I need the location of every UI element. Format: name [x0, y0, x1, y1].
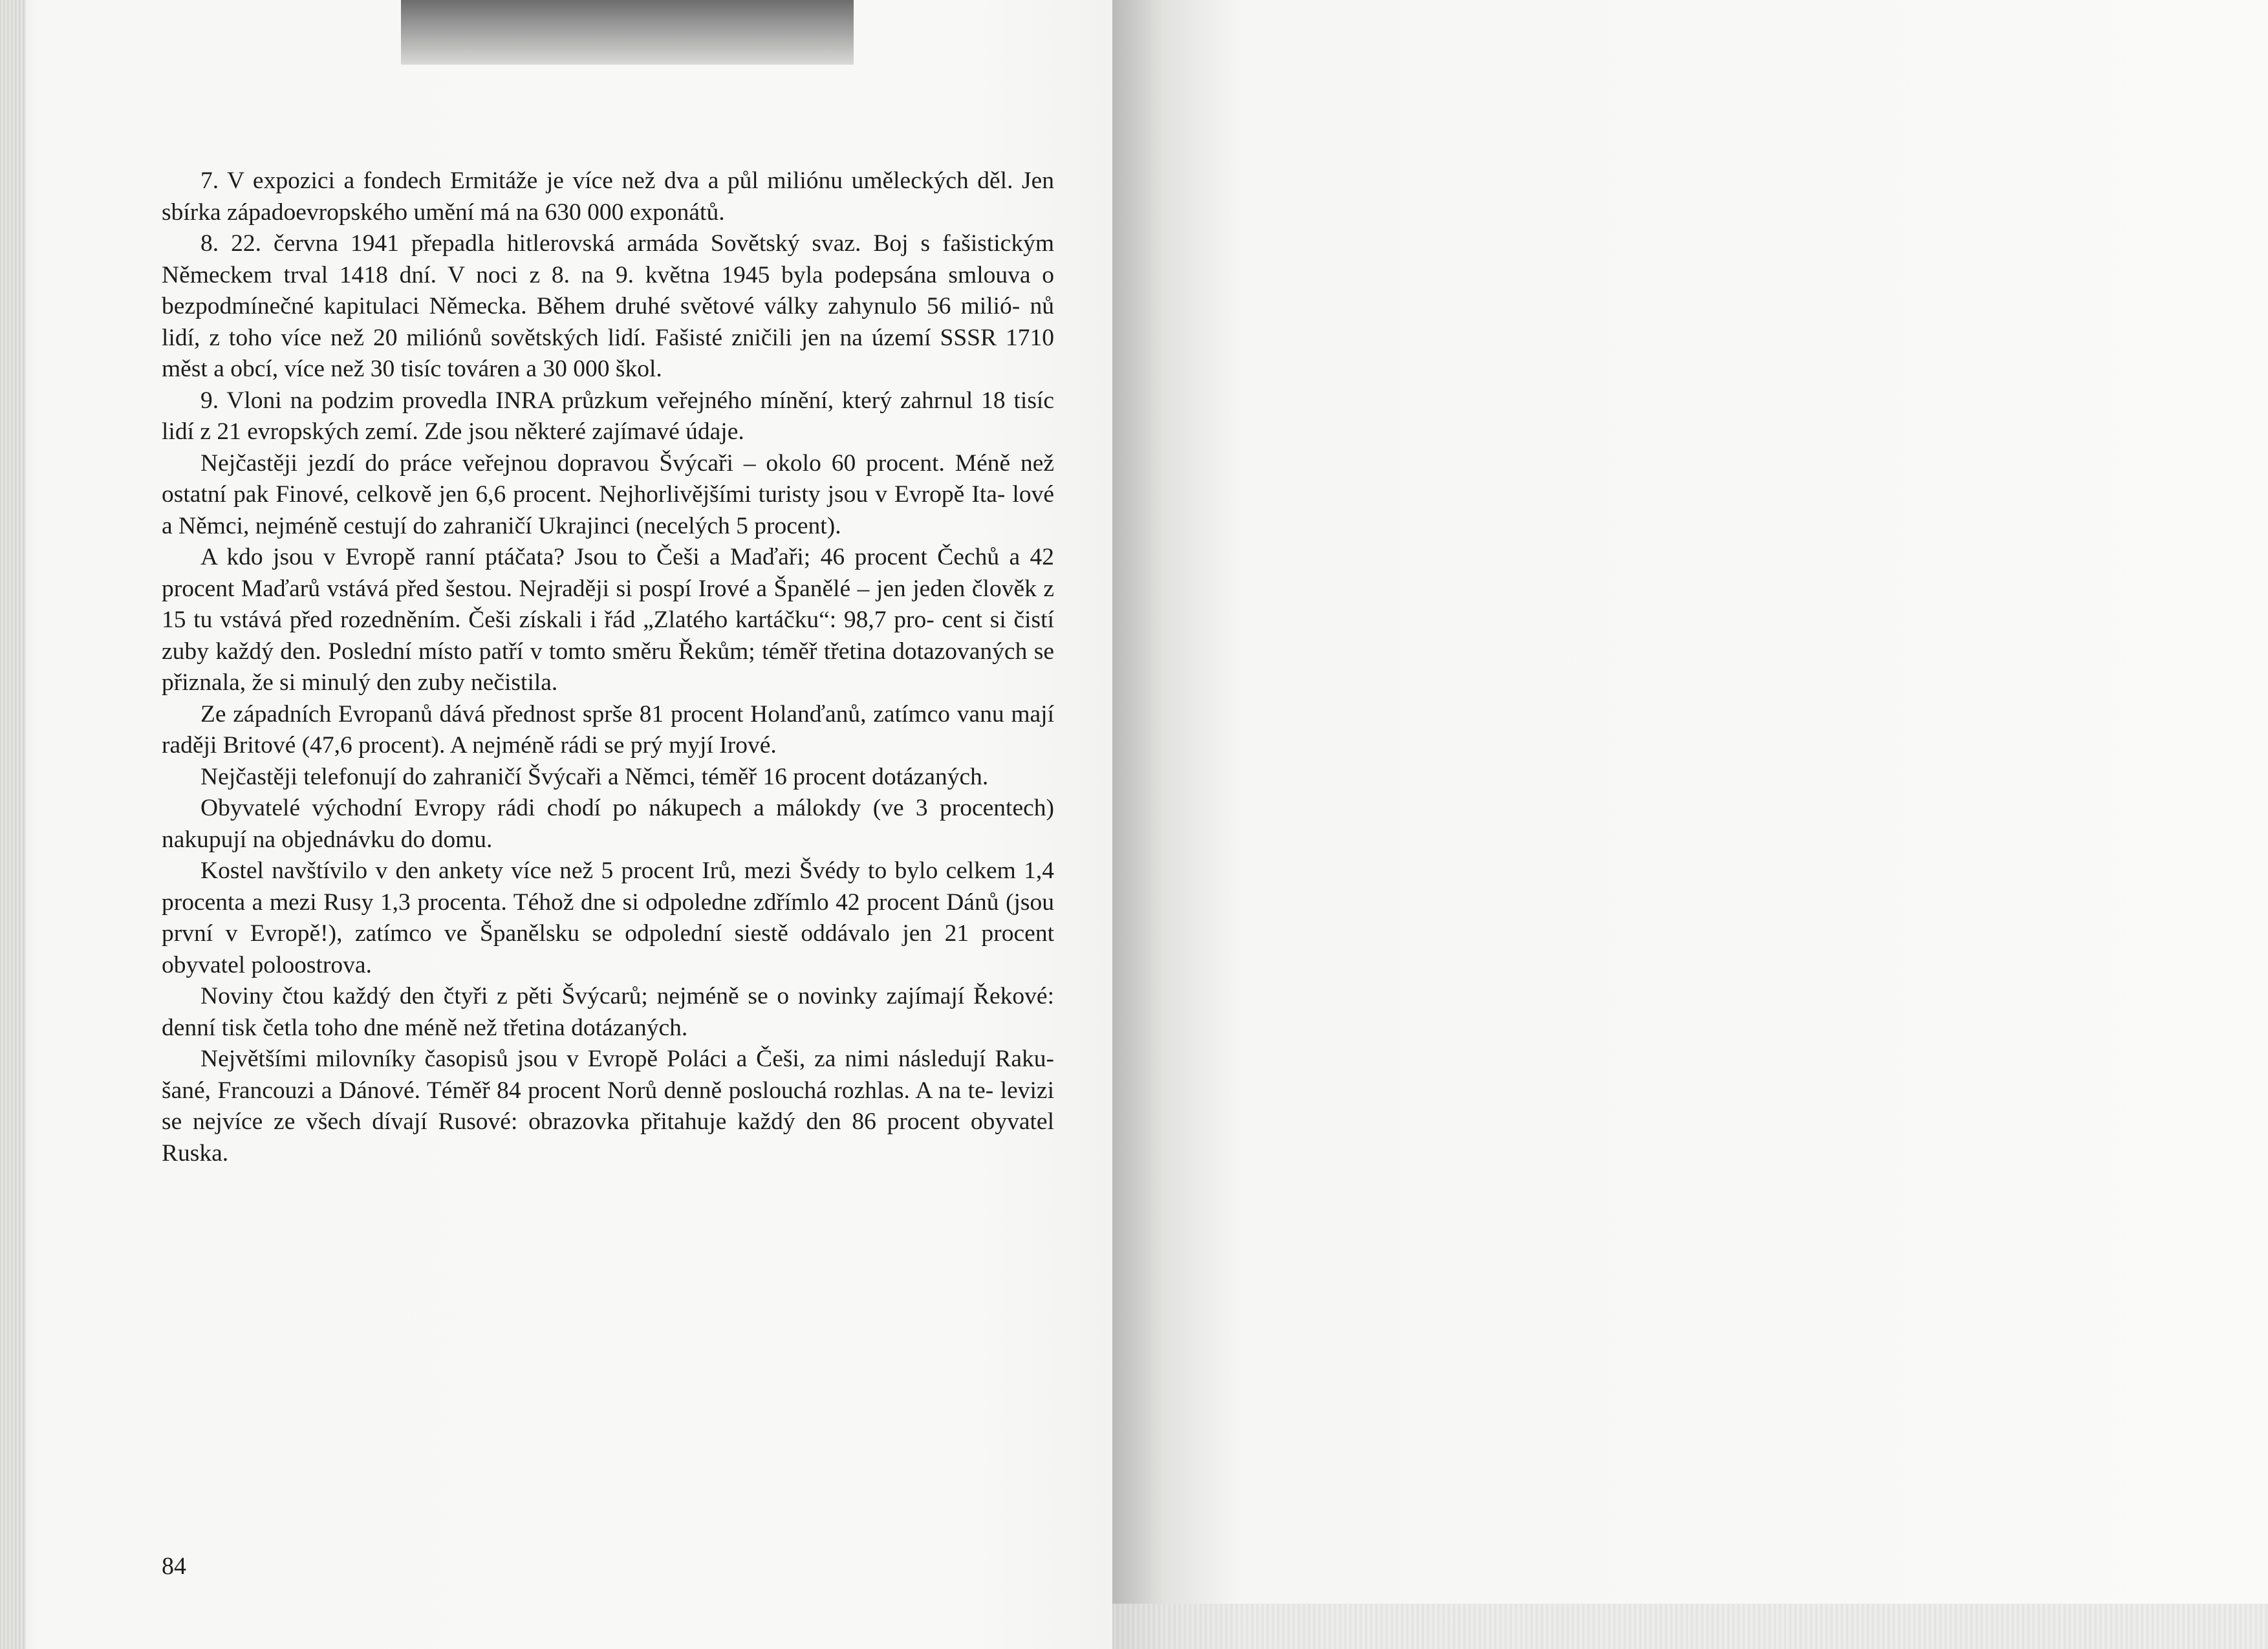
paragraph: 8. 22. června 1941 přepadla hitlerovská armáda Sovětský svaz. Boj s fašistickým Německem trval 1418 dní. V noci z 8. na 9. května 1945 byla podepsána smlouva o bezpodmínečné kapitulaci Německa. Během druhé světové války zahynulo 56 milió- nů lidí, z toho více než 20 miliónů sovětských lidí. Fašisté zničili jen na území SSSR 1710 měst a obcí, více než 30 tisíc továren a 30 000 škol. — [162, 230, 1054, 382]
page-edge-left — [0, 0, 26, 1649]
paragraph: Kostel navštívilo v den ankety více než 5 procent Irů, mezi Švédy to bylo celkem 1,4 procenta a mezi Rusy 1,3 procenta. Téhož dne si odpoledne zdřímlo 42 procent Dánů (jsou první v Evropě!), zatímco ve Španělsku se odpolední siestě oddávalo jen 21 procent obyvatel poloostrova. — [162, 857, 1054, 978]
page-edge-bottom — [1112, 1604, 2268, 1649]
left-page — [0, 0, 1112, 1649]
scanner-shadow — [401, 0, 854, 65]
paragraph: Noviny čtou každý den čtyři z pěti Švýcarů; nejméně se o novinky zajímají Řekové: denní tisk četla toho dne méně než třetina dotázaných. — [162, 983, 1054, 1041]
paragraph: A kdo jsou v Evropě ranní ptáčata? Jsou to Češi a Maďaři; 46 procent Čechů a 42 procent Maďarů vstává před šestou. Nejraději si pospí Irové a Španělé – jen jeden člověk z 15 tu vstává před rozedněním. Češi získali i řád „Zlatého kartáčku“: 98,7 pro- cent si čistí zuby každý den. Poslední místo patří v tomto směru Řekům; téměř třetina dotazovaných se přiznala, že si minulý den zuby nečistila. — [162, 544, 1054, 696]
page-number-left: 84 — [162, 1553, 186, 1580]
paragraph: Nejčastěji jezdí do práce veřejnou dopravou Švýcaři – okolo 60 procent. Méně než ostatní pak Finové, celkově jen 6,6 procent. Nejhorlivějšími turisty jsou v Evropě Ita- lové a Němci, nejméně cestují do zahraničí Ukrajinci (necelých 5 procent). — [162, 449, 1054, 539]
paragraph: Největšími milovníky časopisů jsou v Evropě Poláci a Češi, za nimi následují Raku- šané, Francouzi a Dánové. Téměř 84 procent Norů denně poslouchá rozhlas. A na te- levizi se nejvíce ze všech dívají Rusové: obrazovka přitahuje každý den 86 procent obyvatel Ruska. — [162, 1046, 1054, 1167]
paragraph: 7. V expozici a fondech Ermitáže je více než dva a půl miliónu uměleckých děl. Jen sbírka západoevropského umění má na 630 000 exponátů. — [162, 167, 1054, 226]
paragraph: 9. Vloni na podzim provedla INRA průzkum veřejného mínění, který zahrnul 18 tisíc lidí z 21 evropských zemí. Zde jsou některé zajímavé údaje. — [162, 387, 1054, 445]
left-page-text — [162, 166, 1054, 1169]
right-page — [1112, 0, 2268, 1649]
paragraph: Ze západních Evropanů dává přednost sprše 81 procent Holanďanů, zatímco vanu mají raději Britové (47,6 procent). A nejméně rádi se prý myjí Irové. — [162, 700, 1054, 759]
paragraph: Obyvatelé východní Evropy rádi chodí po nákupech a málokdy (ve 3 procentech) nakupují na objednávku do domu. — [162, 795, 1054, 853]
paragraph: Nejčastěji telefonují do zahraničí Švýcaři a Němci, téměř 16 procent dotázaných. — [200, 763, 989, 790]
